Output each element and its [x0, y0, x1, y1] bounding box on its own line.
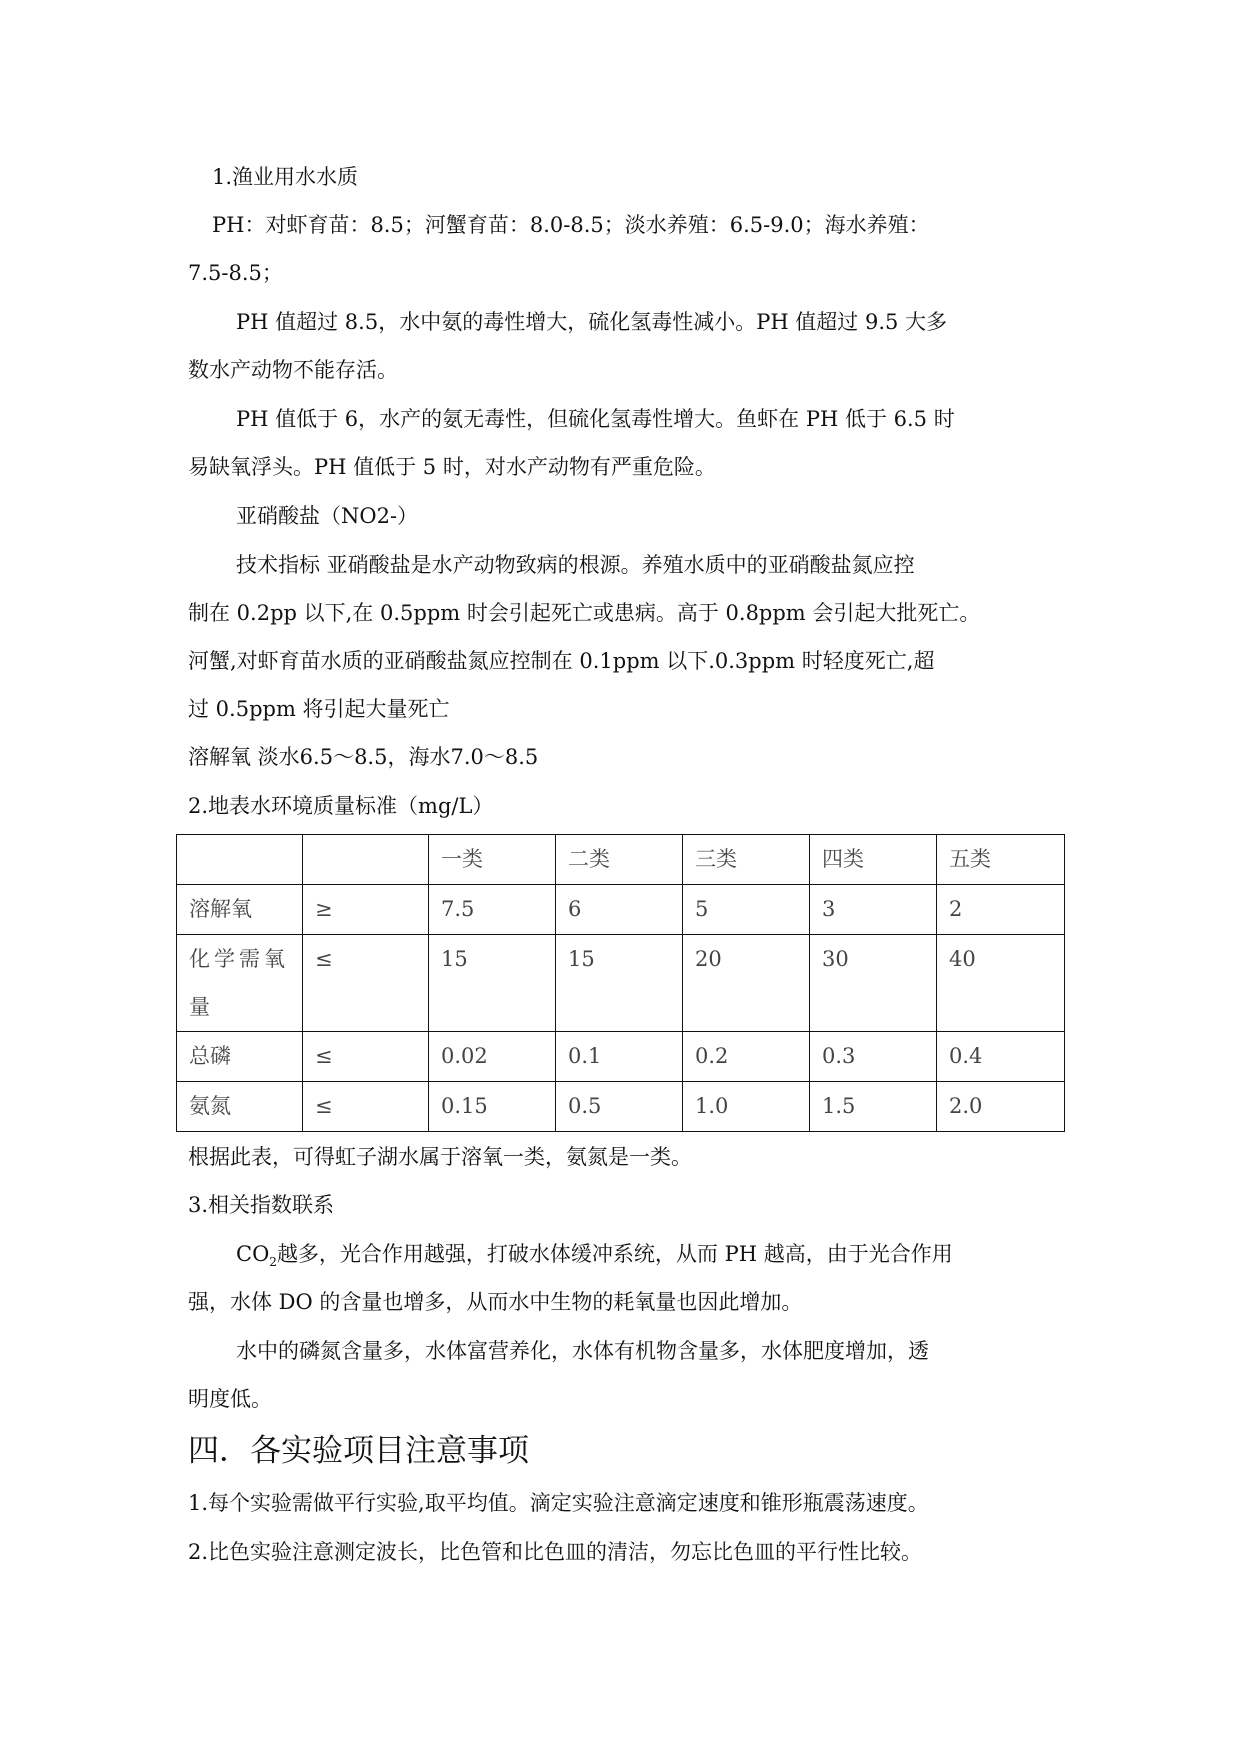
- table-row: [177, 1032, 1065, 1082]
- ph-high-paragraph-line-1: PH 值超过 8.5，水中氨的毒性增大，硫化氢毒性减小。PH 值超过 9.5 大多: [236, 310, 948, 334]
- table-cell: 3: [810, 885, 937, 935]
- ph-low-paragraph-line-2: 易缺氧浮头。PH 值低于 5 时，对水产动物有严重危险。: [188, 455, 716, 479]
- parameter-name-part-2: 量: [189, 995, 210, 1019]
- nitrite-paragraph-line-3: 河蟹,对虾育苗水质的亚硝酸盐氮应控制在 0.1ppm 以下.0.3ppm 时轻度死亡,超: [188, 649, 935, 673]
- co2-paragraph-line-2: 强，水体 DO 的含量也增多，从而水中生物的耗氧量也因此增加。: [188, 1290, 803, 1314]
- table-cell: 15: [429, 935, 556, 1032]
- table-cell-operator: ≤: [303, 1082, 429, 1132]
- table-cell: [303, 835, 429, 885]
- ph-high-paragraph-line-2: 数水产动物不能存活。: [188, 358, 398, 382]
- table-cell: 0.4: [937, 1032, 1065, 1082]
- table-cell-parameter: 氨氮: [177, 1082, 303, 1132]
- table-header-cell: 二类: [556, 835, 683, 885]
- table-header-cell: 四类: [810, 835, 937, 885]
- nitrite-paragraph-line-2: 制在 0.2pp 以下,在 0.5ppm 时会引起死亡或患病。高于 0.8ppm 会引起大批死亡。: [188, 601, 981, 625]
- table-row: [177, 885, 1065, 935]
- table-cell: 1.5: [810, 1082, 937, 1132]
- section-title-surface-water: 2.地表水环境质量标准（mg/L）: [188, 794, 494, 818]
- table-cell: 0.15: [429, 1082, 556, 1132]
- table-cell: 0.3: [810, 1032, 937, 1082]
- table-header-cell: 五类: [937, 835, 1065, 885]
- phosphorus-nitrogen-paragraph-line-1: 水中的磷氮含量多，水体富营养化，水体有机物含量多，水体肥度增加，透: [236, 1339, 929, 1363]
- surface-water-quality-table: [176, 834, 1065, 1132]
- parameter-name-part-1: 化学需氧: [189, 947, 289, 971]
- section-title-fishery-water: 1.渔业用水水质: [212, 165, 359, 189]
- nitrite-paragraph-line-4: 过 0.5ppm 将引起大量死亡: [188, 697, 450, 721]
- ph-standards-line-1: PH：对虾育苗：8.5；河蟹育苗：8.0-8.5；淡水养殖：6.5-9.0；海水养殖：: [212, 213, 930, 237]
- co2-rest: 越多，光合作用越强，打破水体缓冲系统，从而 PH 越高，由于光合作用: [276, 1242, 953, 1266]
- table-cell: 2.0: [937, 1082, 1065, 1132]
- table-cell: 1.0: [683, 1082, 810, 1132]
- ph-low-paragraph-line-1: PH 值低于 6，水产的氨无毒性，但硫化氢毒性增大。鱼虾在 PH 低于 6.5 时: [236, 407, 955, 431]
- table-cell: 5: [683, 885, 810, 935]
- table-cell: 15: [556, 935, 683, 1032]
- phosphorus-nitrogen-paragraph-line-2: 明度低。: [188, 1387, 272, 1411]
- table-cell: 0.02: [429, 1032, 556, 1082]
- table-row: [177, 935, 1065, 1032]
- note-item-2: 2.比色实验注意测定波长，比色管和比色皿的清洁，勿忘比色皿的平行性比较。: [188, 1540, 923, 1564]
- ph-standards-line-2: 7.5-8.5；: [188, 261, 283, 285]
- table-header-cell: 一类: [429, 835, 556, 885]
- table-cell: 40: [937, 935, 1065, 1032]
- table-cell-operator: ≥: [303, 885, 429, 935]
- table-cell: 0.2: [683, 1032, 810, 1082]
- table-cell-parameter: [177, 935, 303, 1032]
- table-cell-parameter: 总磷: [177, 1032, 303, 1082]
- table-cell: 0.1: [556, 1032, 683, 1082]
- dissolved-oxygen-line: 溶解氧 淡水6.5～8.5，海水7.0～8.5: [188, 745, 539, 769]
- table-cell-parameter: 溶解氧: [177, 885, 303, 935]
- table-conclusion: 根据此表，可得虹子湖水属于溶氧一类，氨氮是一类。: [188, 1145, 692, 1169]
- table-cell: 20: [683, 935, 810, 1032]
- co2-subscript: 2: [269, 1255, 277, 1270]
- table-header-row: [177, 835, 1065, 885]
- table-cell: 0.5: [556, 1082, 683, 1132]
- table-cell: [177, 835, 303, 885]
- table-cell: 30: [810, 935, 937, 1032]
- nitrite-paragraph-line-1: 技术指标 亚硝酸盐是水产动物致病的根源。养殖水质中的亚硝酸盐氮应控: [236, 553, 915, 577]
- co2-prefix: CO: [236, 1242, 270, 1266]
- note-item-1: 1.每个实验需做平行实验,取平均值。滴定实验注意滴定速度和锥形瓶震荡速度。: [188, 1491, 929, 1515]
- table-cell-operator: ≤: [303, 935, 429, 1032]
- nitrite-title: 亚硝酸盐（NO2-）: [236, 504, 419, 528]
- table-cell: 2: [937, 885, 1065, 935]
- table-header-cell: 三类: [683, 835, 810, 885]
- co2-paragraph-line-1: [236, 1239, 953, 1277]
- section-heading-experiment-notes: 四．各实验项目注意事项: [188, 1433, 529, 1469]
- table-cell: 6: [556, 885, 683, 935]
- table-cell-operator: ≤: [303, 1032, 429, 1082]
- section-title-related-indices: 3.相关指数联系: [188, 1193, 335, 1217]
- table-cell: 7.5: [429, 885, 556, 935]
- table-row: [177, 1082, 1065, 1132]
